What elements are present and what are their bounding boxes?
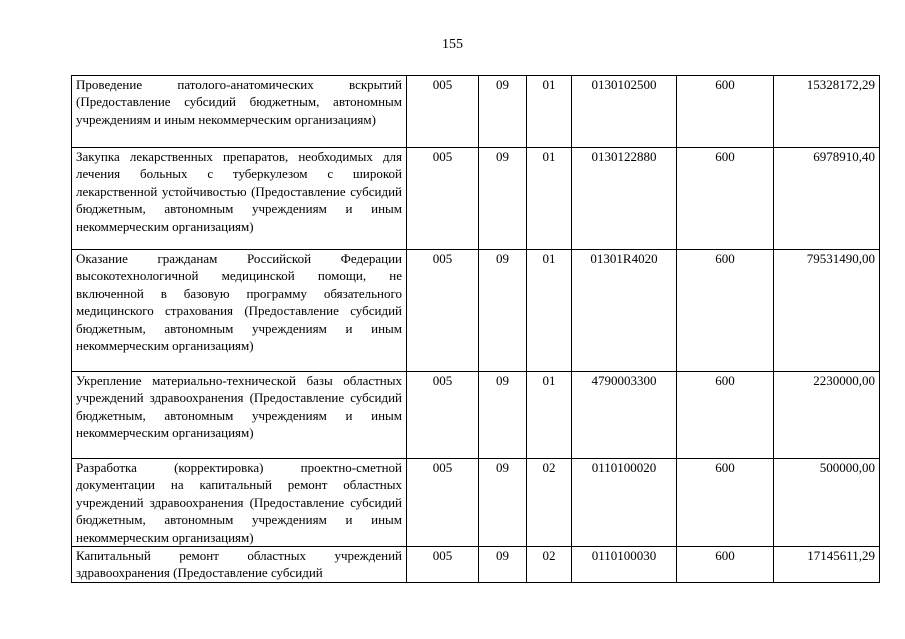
table-row bbox=[72, 76, 880, 148]
section-code: 09 bbox=[479, 148, 527, 250]
expense-type-code: 600 bbox=[677, 148, 774, 250]
subsection-code: 01 bbox=[527, 372, 572, 459]
ministry-code: 005 bbox=[407, 76, 479, 148]
target-code: 01301R4020 bbox=[572, 250, 677, 372]
section-code: 09 bbox=[479, 250, 527, 372]
subsection-code: 01 bbox=[527, 148, 572, 250]
amount: 500000,00 bbox=[774, 459, 880, 547]
table-row bbox=[72, 372, 880, 459]
ministry-code: 005 bbox=[407, 250, 479, 372]
ministry-code: 005 bbox=[407, 372, 479, 459]
ministry-code: 005 bbox=[407, 547, 479, 583]
section-code: 09 bbox=[479, 547, 527, 583]
table-row bbox=[72, 547, 880, 583]
amount: 79531490,00 bbox=[774, 250, 880, 372]
row-description: Капитальный ремонт областных учреждений здравоохранения (Предоставление субсидий bbox=[72, 547, 407, 583]
amount: 17145611,29 bbox=[774, 547, 880, 583]
table-row bbox=[72, 148, 880, 250]
target-code: 4790003300 bbox=[572, 372, 677, 459]
row-description: Разработка (корректировка) проектно-сметной документации на капитальный ремонт областных учреждений здравоохранения (Предоставление субсидий бюджетным, автономным учреждениям и иным некоммерческим организациям) bbox=[72, 459, 407, 547]
expense-type-code: 600 bbox=[677, 76, 774, 148]
expense-type-code: 600 bbox=[677, 459, 774, 547]
subsection-code: 01 bbox=[527, 250, 572, 372]
amount: 6978910,40 bbox=[774, 148, 880, 250]
target-code: 0130122880 bbox=[572, 148, 677, 250]
expense-type-code: 600 bbox=[677, 547, 774, 583]
section-code: 09 bbox=[479, 76, 527, 148]
subsection-code: 02 bbox=[527, 547, 572, 583]
budget-table bbox=[71, 75, 880, 583]
target-code: 0110100030 bbox=[572, 547, 677, 583]
subsection-code: 01 bbox=[527, 76, 572, 148]
target-code: 0110100020 bbox=[572, 459, 677, 547]
row-description: Закупка лекарственных препаратов, необходимых для лечения больных с туберкулезом с широкой лекарственной устойчивостью (Предоставление субсидий бюджетным, автономным учреждениям и иным некоммерческим организациям) bbox=[72, 148, 407, 250]
page-number: 155 bbox=[442, 37, 463, 52]
expense-type-code: 600 bbox=[677, 372, 774, 459]
row-description: Оказание гражданам Российской Федерации высокотехнологичной медицинской помощи, не включенной в базовую программу обязательного медицинского страхования (Предоставление субсидий бюджетным, автономным учреждениям и иным некоммерческим организациям) bbox=[72, 250, 407, 372]
ministry-code: 005 bbox=[407, 148, 479, 250]
subsection-code: 02 bbox=[527, 459, 572, 547]
section-code: 09 bbox=[479, 459, 527, 547]
row-description: Проведение патолого-анатомических вскрытий (Предоставление субсидий бюджетным, автономным учреждениям и иным некоммерческим организациям) bbox=[72, 76, 407, 148]
row-description: Укрепление материально-технической базы областных учреждений здравоохранения (Предоставление субсидий бюджетным, автономным учреждениям и иным некоммерческим организациям) bbox=[72, 372, 407, 459]
amount: 2230000,00 bbox=[774, 372, 880, 459]
table-row bbox=[72, 459, 880, 547]
expense-type-code: 600 bbox=[677, 250, 774, 372]
target-code: 0130102500 bbox=[572, 76, 677, 148]
amount: 15328172,29 bbox=[774, 76, 880, 148]
table-row bbox=[72, 250, 880, 372]
section-code: 09 bbox=[479, 372, 527, 459]
ministry-code: 005 bbox=[407, 459, 479, 547]
